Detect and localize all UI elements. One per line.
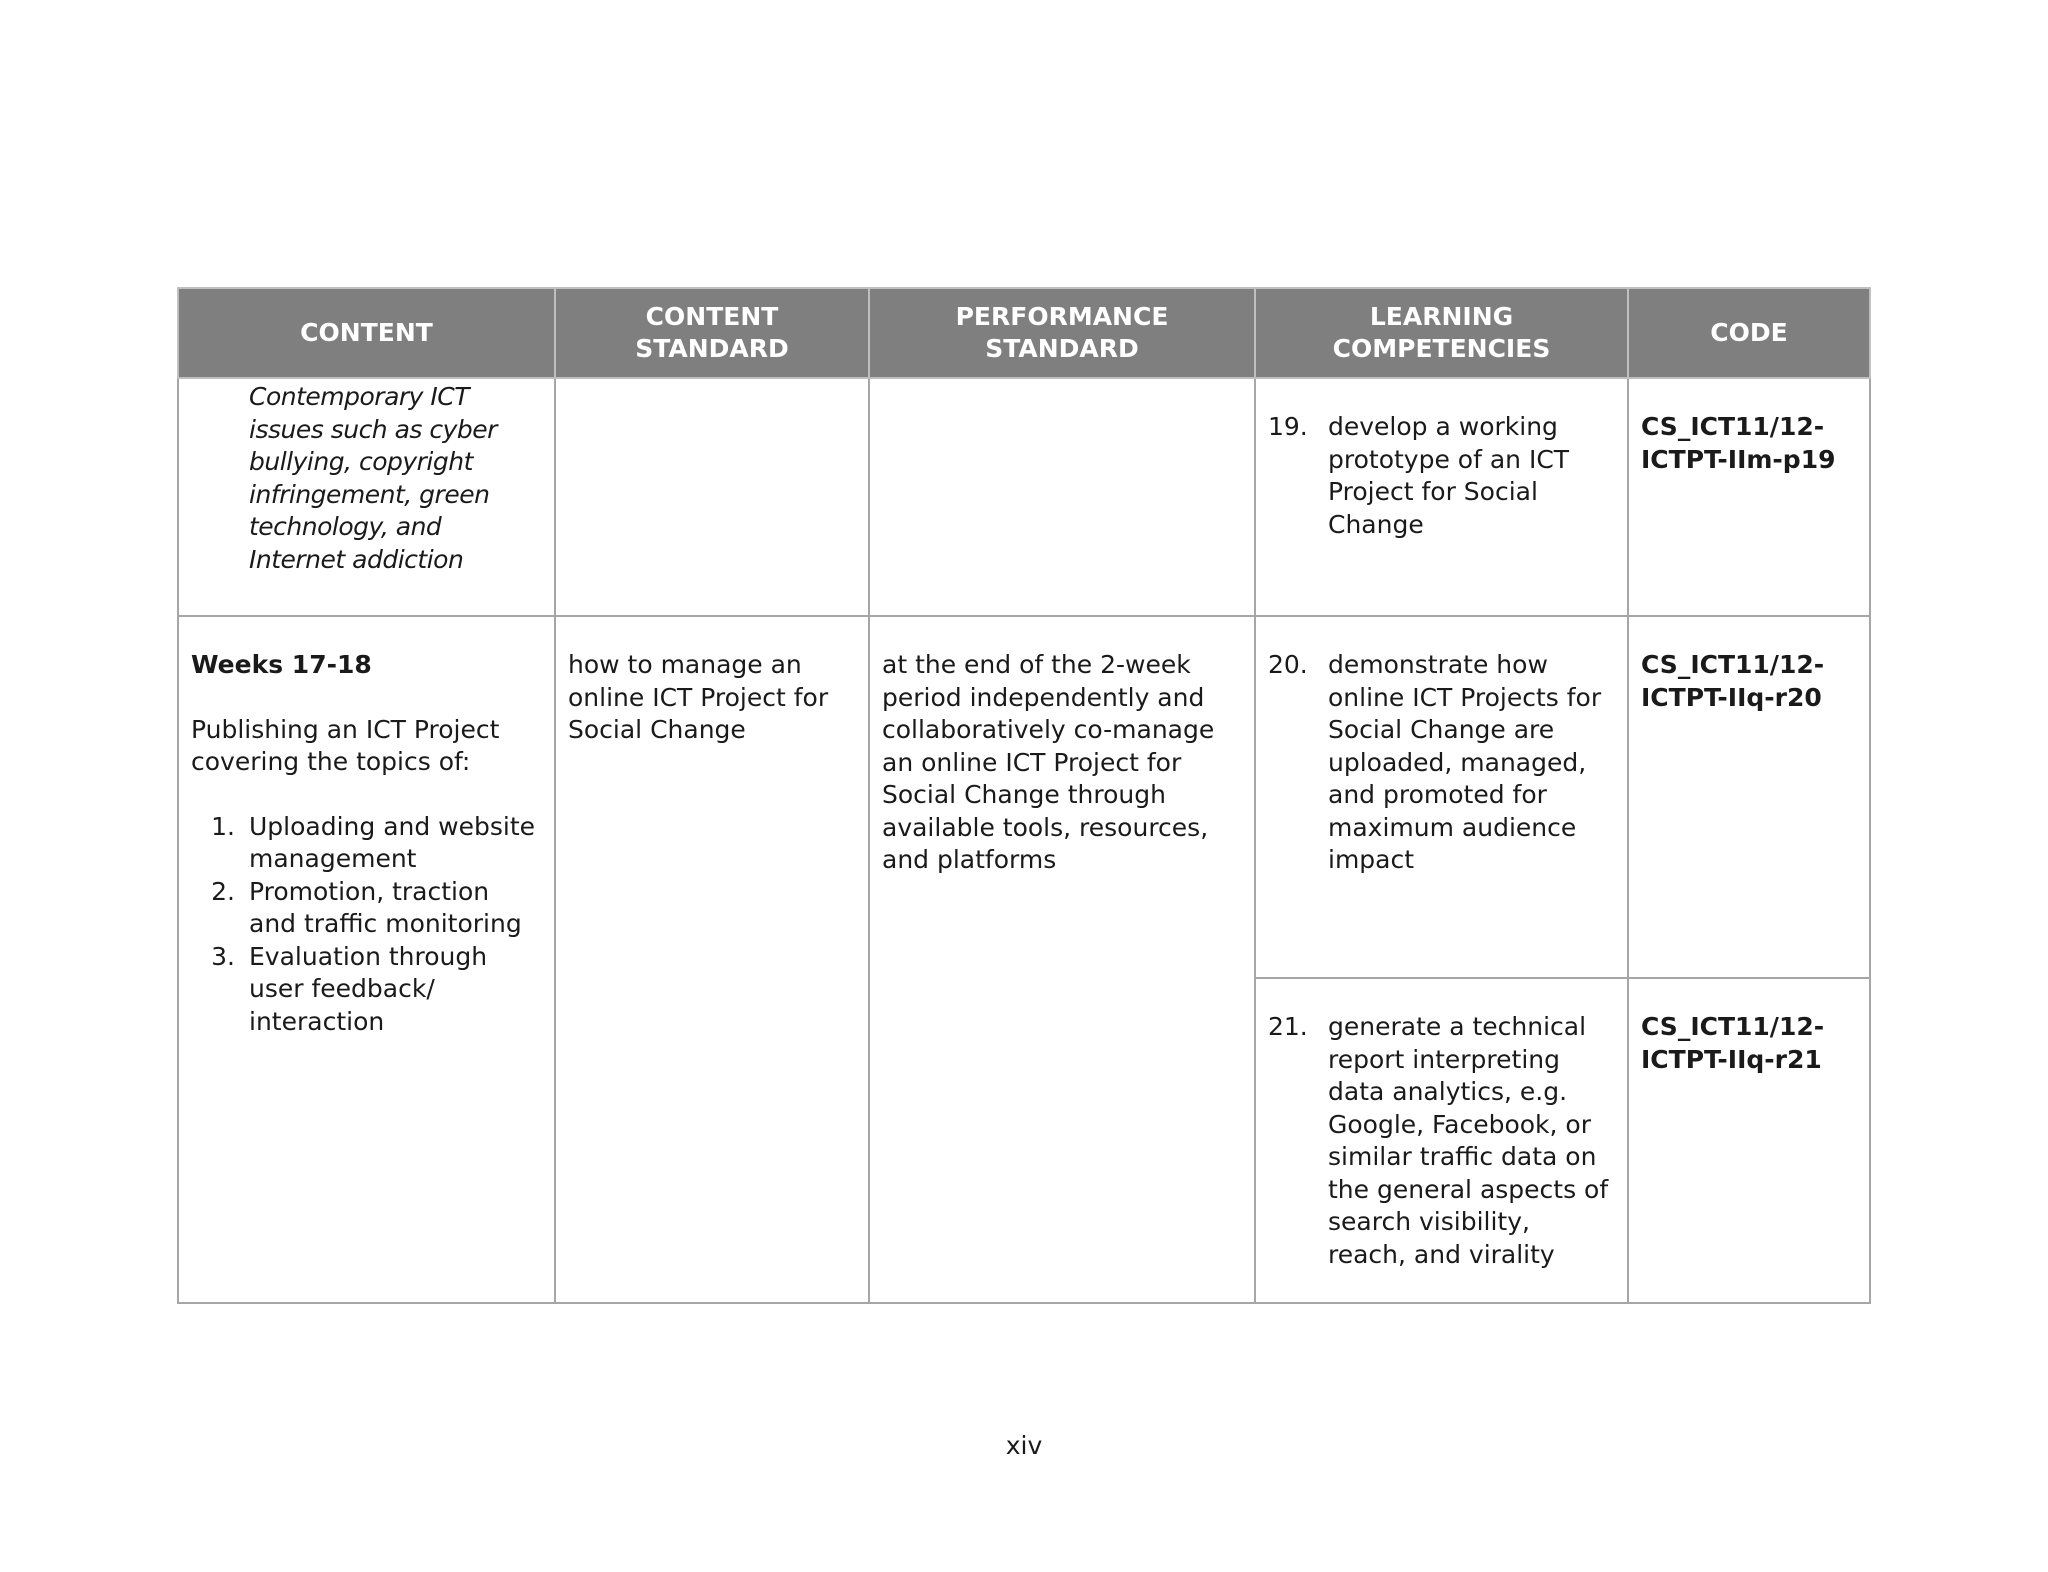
- table-row: [178, 378, 1870, 616]
- competency-text: develop a working prototype of an ICT Project for Social Change: [1328, 412, 1570, 539]
- content-standard-cell: [555, 378, 869, 616]
- header-learning-competencies: LEARNING COMPETENCIES: [1255, 288, 1628, 378]
- contemporary-issues-text: Contemporary ICT issues such as cyber bullying, copyright infringement, green technology, and Internet addiction: [249, 382, 497, 574]
- competency-cell: [1255, 978, 1628, 1303]
- content-cell: [178, 378, 555, 616]
- competency-text: demonstrate how online ICT Projects for Social Change are uploaded, managed, and promoted for maximum audience impact: [1328, 650, 1602, 874]
- content-standard-cell: [555, 616, 869, 1303]
- competency-code: CS_ICT11/12- ICTPT-IIm-p19: [1641, 412, 1836, 474]
- competency-number: 21.: [1268, 1012, 1308, 1041]
- competency-code: CS_ICT11/12- ICTPT-IIq-r20: [1641, 650, 1825, 712]
- header-row: [178, 288, 1870, 378]
- performance-standard-cell: [869, 378, 1255, 616]
- performance-standard-text: at the end of the 2-week period independently and collaboratively co-manage an online ICT Project for Social Change through available tools, resources, and platforms: [882, 650, 1215, 874]
- table-row: [178, 616, 1870, 978]
- topic-list: [191, 811, 542, 1039]
- competency-item: [1268, 649, 1615, 877]
- content-cell: [178, 616, 555, 1303]
- competency-number: 19.: [1268, 412, 1308, 441]
- header-code: CODE: [1628, 288, 1870, 378]
- competency-text: generate a technical report interpreting data analytics, e.g. Google, Facebook, or similar traffic data on the general aspects of search visibility, reach, and virality: [1328, 1012, 1609, 1269]
- page-number: xiv: [1005, 1431, 1043, 1460]
- weeks-heading: Weeks 17-18: [191, 650, 372, 679]
- topic-intro: Publishing an ICT Project covering the topics of:: [191, 714, 500, 776]
- list-item: 3. Evaluation through user feedback/ interaction: [211, 941, 488, 1036]
- code-cell: [1628, 978, 1870, 1303]
- header-content: CONTENT: [178, 288, 555, 378]
- header-content-standard: CONTENT STANDARD: [555, 288, 869, 378]
- performance-standard-cell: [869, 616, 1255, 1303]
- competency-cell: [1255, 616, 1628, 978]
- competency-item: [1268, 1011, 1615, 1271]
- competency-code: CS_ICT11/12- ICTPT-IIq-r21: [1641, 1012, 1825, 1074]
- competency-cell: [1255, 378, 1628, 616]
- list-item: 1. Uploading and website management: [211, 811, 536, 873]
- content-standard-text: how to manage an online ICT Project for Social Change: [568, 650, 829, 744]
- list-item: 2. Promotion, traction and traffic monitoring: [211, 876, 522, 938]
- curriculum-table: [177, 287, 1871, 1304]
- competency-number: 20.: [1268, 650, 1308, 679]
- code-cell: [1628, 616, 1870, 978]
- header-performance-standard: PERFORMANCE STANDARD: [869, 288, 1255, 378]
- code-cell: [1628, 378, 1870, 616]
- competency-item: [1268, 411, 1615, 541]
